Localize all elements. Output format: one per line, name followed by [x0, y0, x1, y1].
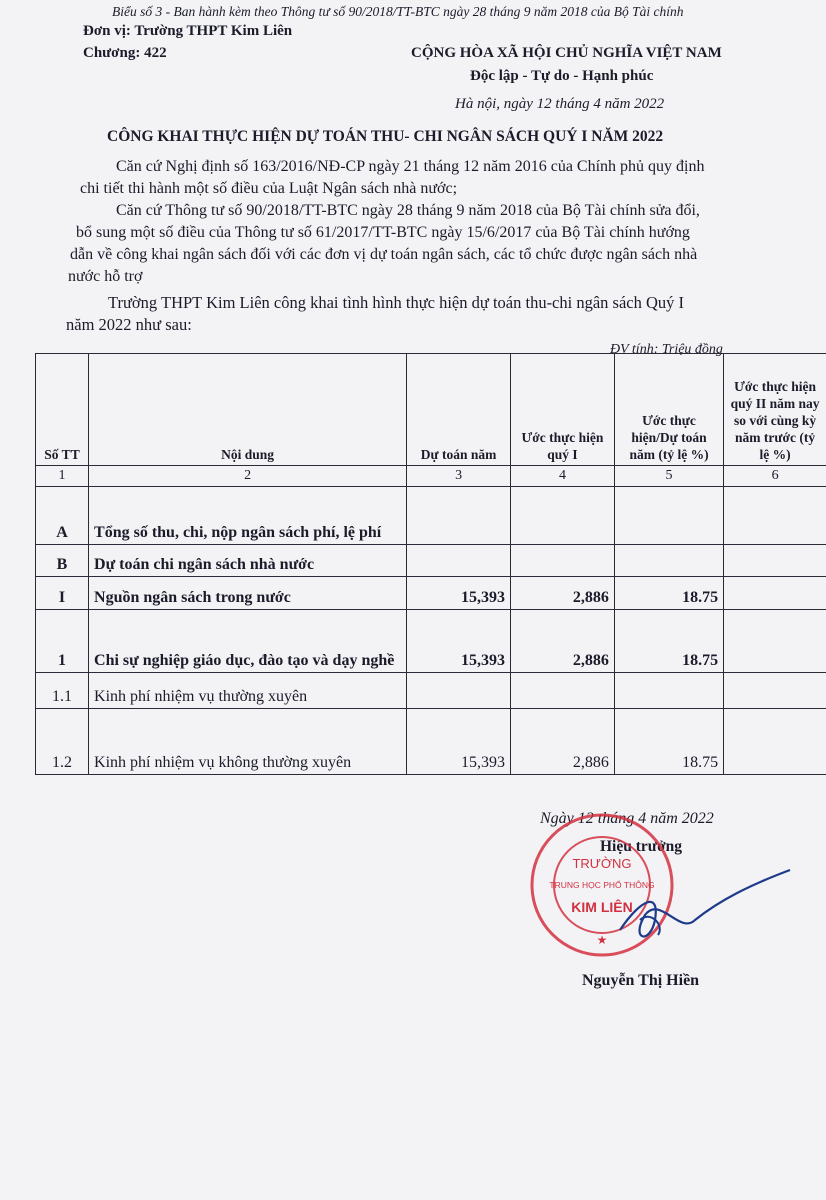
row-yoy	[724, 709, 826, 775]
row-annual-estimate	[407, 487, 511, 545]
row-annual-estimate: 15,393	[407, 709, 511, 775]
date-place: Hà nội, ngày 12 tháng 4 năm 2022	[455, 96, 665, 112]
row-content: Tổng số thu, chi, nộp ngân sách phí, lệ phí	[89, 487, 407, 545]
col-number: 3	[407, 466, 511, 487]
signer-name: Nguyễn Thị Hiền	[582, 972, 700, 989]
table-row	[36, 545, 826, 577]
row-ratio	[614, 673, 723, 709]
header-q1-actual: Ước thực hiện quý I	[511, 354, 615, 466]
col-number: 2	[89, 466, 407, 487]
row-ratio: 18.75	[614, 577, 723, 610]
row-ratio	[614, 545, 723, 577]
paragraph-2-line-4: nước hỗ trợ	[68, 268, 143, 285]
row-q1-actual: 2,886	[511, 577, 615, 610]
row-stt: 1	[36, 610, 89, 673]
col-number: 1	[36, 466, 89, 487]
paragraph-3-line-2: năm 2022 như sau:	[66, 315, 192, 334]
header-content: Nội dung	[89, 354, 407, 466]
row-stt: 1.2	[36, 709, 89, 775]
row-stt: B	[36, 545, 89, 577]
table-row	[36, 610, 826, 673]
row-ratio	[614, 487, 723, 545]
table-row	[36, 709, 826, 775]
row-stt: I	[36, 577, 89, 610]
row-stt: 1.1	[36, 673, 89, 709]
row-annual-estimate	[407, 545, 511, 577]
paragraph-2-line-3: dẫn về công khai ngân sách đối với các đơn vị dự toán ngân sách, các tổ chức được ngân sách nhà	[70, 246, 698, 263]
row-annual-estimate: 15,393	[407, 610, 511, 673]
row-q1-actual: 2,886	[511, 709, 615, 775]
chapter: Chương: 422	[83, 45, 167, 61]
budget-table	[35, 353, 826, 775]
row-content: Dự toán chi ngân sách nhà nước	[89, 545, 407, 577]
header-yoy: Ước thực hiện quý II năm nay so với cùng kỳ năm trước (tỷ lệ %)	[724, 354, 826, 466]
row-ratio: 18.75	[614, 709, 723, 775]
col-number: 5	[614, 466, 723, 487]
row-annual-estimate	[407, 673, 511, 709]
unit-note: ĐV tính: Triệu đồng	[610, 342, 723, 357]
row-ratio: 18.75	[614, 610, 723, 673]
paragraph-1-line-1: Căn cứ Nghị định số 163/2016/NĐ-CP ngày 21 tháng 12 năm 2016 của Chính phủ quy định	[116, 158, 705, 175]
nation-name: CỘNG HÒA XÃ HỘI CHỦ NGHĨA VIỆT NAM	[411, 45, 722, 61]
col-number: 6	[724, 466, 826, 487]
unit-name: Đơn vị: Trường THPT Kim Liên	[83, 23, 293, 39]
handwritten-signature	[600, 860, 800, 960]
row-q1-actual	[511, 673, 615, 709]
table-row	[36, 673, 826, 709]
column-number-row	[36, 466, 826, 487]
form-note: Biểu số 3 - Ban hành kèm theo Thông tư số 90/2018/TT-BTC ngày 28 tháng 9 năm 2018 của Bộ Tài chính	[112, 4, 684, 19]
col-number: 4	[511, 466, 615, 487]
signature-role: Hiệu trưởng	[600, 838, 683, 855]
table-row	[36, 577, 826, 610]
row-content: Chi sự nghiệp giáo dục, đào tạo và dạy nghề	[89, 610, 407, 673]
row-q1-actual	[511, 487, 615, 545]
row-annual-estimate: 15,393	[407, 577, 511, 610]
row-yoy	[724, 487, 826, 545]
svg-text:★: ★	[596, 933, 608, 947]
svg-text:KIM LIÊN: KIM LIÊN	[571, 899, 633, 915]
row-yoy	[724, 577, 826, 610]
paragraph-1-line-2: chi tiết thi hành một số điều của Luật Ngân sách nhà nước;	[80, 180, 458, 197]
svg-text:TRƯỜNG: TRƯỜNG	[572, 856, 632, 871]
row-content: Nguồn ngân sách trong nước	[89, 577, 407, 610]
motto: Độc lập - Tự do - Hạnh phúc	[470, 68, 654, 84]
paragraph-2-line-2: bổ sung một số điều của Thông tư số 61/2017/TT-BTC ngày 15/6/2017 của Bộ Tài chính hướng	[76, 224, 690, 241]
header-ratio: Ước thực hiện/Dự toán năm (tỷ lệ %)	[614, 354, 723, 466]
table-header-row	[36, 354, 826, 466]
paragraph-3-line-1: Trường THPT Kim Liên công khai tình hình thực hiện dự toán thu-chi ngân sách Quý I	[108, 293, 685, 312]
header-annual-estimate: Dự toán năm	[407, 354, 511, 466]
row-yoy	[724, 673, 826, 709]
table-row	[36, 487, 826, 545]
row-content: Kinh phí nhiệm vụ không thường xuyên	[89, 709, 407, 775]
row-q1-actual: 2,886	[511, 610, 615, 673]
row-yoy	[724, 545, 826, 577]
svg-text:TRUNG HỌC PHỔ THÔNG: TRUNG HỌC PHỔ THÔNG	[549, 880, 655, 890]
document-title: CÔNG KHAI THỰC HIỆN DỰ TOÁN THU- CHI NGÂN SÁCH QUÝ I NĂM 2022	[107, 128, 664, 145]
row-stt: A	[36, 487, 89, 545]
signature-date: Ngày 12 tháng 4 năm 2022	[540, 810, 714, 827]
header-stt: Số TT	[36, 354, 89, 466]
row-q1-actual	[511, 545, 615, 577]
row-content: Kinh phí nhiệm vụ thường xuyên	[89, 673, 407, 709]
paragraph-2-line-1: Căn cứ Thông tư số 90/2018/TT-BTC ngày 28 tháng 9 năm 2018 của Bộ Tài chính sửa đổi,	[116, 202, 700, 219]
row-yoy	[724, 610, 826, 673]
